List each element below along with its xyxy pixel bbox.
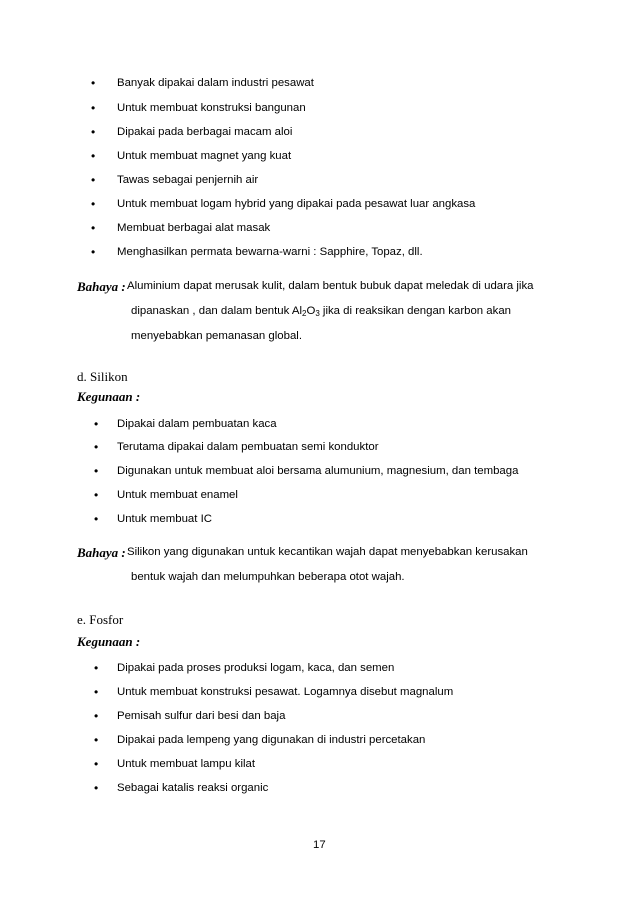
list-item: Untuk membuat konstruksi pesawat. Logamnya disebut magnalum bbox=[117, 686, 454, 698]
list-item: Untuk membuat enamel bbox=[117, 489, 238, 501]
bullet-icon: • bbox=[94, 709, 99, 723]
section-heading: e. Fosfor bbox=[77, 612, 124, 627]
page-number: 17 bbox=[313, 839, 326, 851]
uses-label: Kegunaan : bbox=[77, 634, 141, 649]
bullet-icon: • bbox=[94, 781, 99, 795]
list-item: Digunakan untuk membuat aloi bersama alumunium, magnesium, dan tembaga bbox=[117, 465, 519, 477]
bullet-icon: • bbox=[91, 173, 96, 187]
bullet-icon: • bbox=[94, 685, 99, 699]
uses-label: Kegunaan : bbox=[77, 389, 141, 404]
list-item: Untuk membuat konstruksi bangunan bbox=[117, 102, 306, 114]
list-item: Dipakai pada berbagai macam aloi bbox=[117, 126, 293, 138]
bullet-icon: • bbox=[94, 440, 99, 454]
bullet-icon: • bbox=[91, 125, 96, 139]
danger-text: Aluminium dapat merusak kulit, dalam bentuk bubuk dapat meledak di udara jika bbox=[127, 280, 534, 292]
bullet-icon: • bbox=[94, 417, 99, 431]
list-item: Untuk membuat logam hybrid yang dipakai pada pesawat luar angkasa bbox=[117, 198, 476, 210]
bullet-icon: • bbox=[94, 733, 99, 747]
list-item: Tawas sebagai penjernih air bbox=[117, 174, 259, 186]
list-item: Dipakai pada lempeng yang digunakan di industri percetakan bbox=[117, 734, 426, 746]
list-item: Pemisah sulfur dari besi dan baja bbox=[117, 710, 286, 722]
list-item: Terutama dipakai dalam pembuatan semi konduktor bbox=[117, 441, 379, 453]
bullet-icon: • bbox=[94, 488, 99, 502]
danger-text: menyebabkan pemanasan global. bbox=[131, 330, 302, 342]
danger-text: dipanaskan , dan dalam bentuk $Al_2O_3$ jika di reaksikan dengan karbon akan bbox=[131, 305, 511, 318]
list-item: Membuat berbagai alat masak bbox=[117, 222, 271, 234]
list-item: Untuk membuat lampu kilat bbox=[117, 758, 256, 770]
list-item: Sebagai katalis reaksi organic bbox=[117, 782, 269, 794]
bullet-icon: • bbox=[91, 197, 96, 211]
bullet-icon: • bbox=[94, 512, 99, 526]
list-item: Dipakai dalam pembuatan kaca bbox=[117, 418, 277, 430]
bullet-icon: • bbox=[91, 221, 96, 235]
bullet-icon: • bbox=[94, 757, 99, 771]
list-item: Menghasilkan permata bewarna-warni : Sapphire, Topaz, dll. bbox=[117, 246, 423, 258]
danger-label: Bahaya : bbox=[77, 279, 126, 294]
bullet-icon: • bbox=[91, 76, 96, 90]
bullet-icon: • bbox=[94, 661, 99, 675]
danger-label: Bahaya : bbox=[77, 545, 126, 560]
list-item: Untuk membuat IC bbox=[117, 513, 212, 525]
bullet-icon: • bbox=[91, 149, 96, 163]
section-heading: d. Silikon bbox=[77, 369, 128, 384]
bullet-icon: • bbox=[91, 245, 96, 259]
danger-text: Silikon yang digunakan untuk kecantikan wajah dapat menyebabkan kerusakan bbox=[127, 546, 528, 558]
bullet-icon: • bbox=[91, 101, 96, 115]
list-item: Untuk membuat magnet yang kuat bbox=[117, 150, 292, 162]
danger-text: bentuk wajah dan melumpuhkan beberapa otot wajah. bbox=[131, 571, 405, 583]
list-item: Dipakai pada proses produksi logam, kaca, dan semen bbox=[117, 662, 395, 674]
list-item: Banyak dipakai dalam industri pesawat bbox=[117, 77, 314, 89]
bullet-icon: • bbox=[94, 464, 99, 478]
